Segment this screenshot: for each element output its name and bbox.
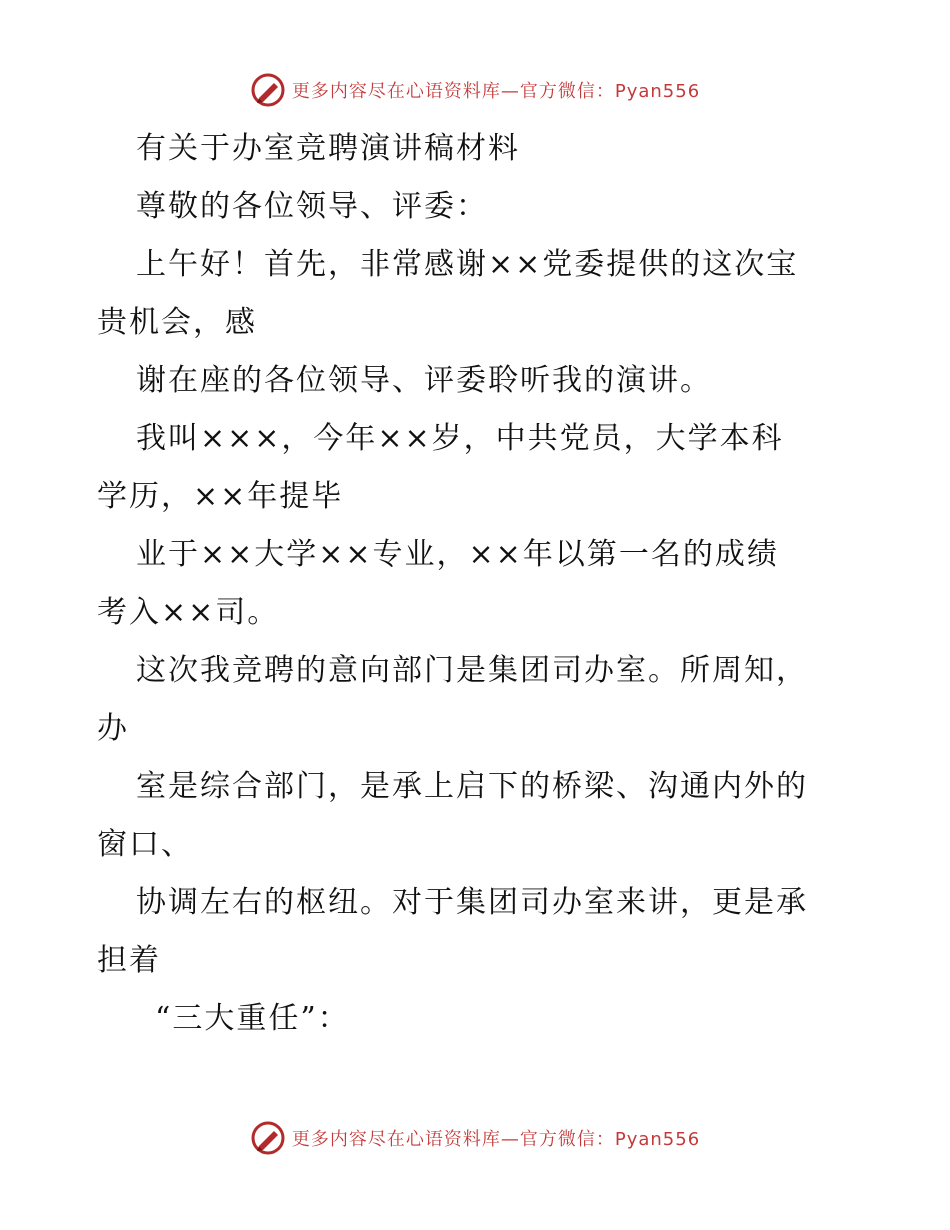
- paragraph-line: 上午好！首先，非常感谢××党委提供的这次宝: [136, 247, 799, 282]
- paragraph-line: 业于××大学××专业，××年以第一名的成绩: [136, 537, 779, 572]
- paragraph-line: 我叫×××，今年××岁，中共党员，大学本科: [136, 421, 784, 456]
- banner-text: 更多内容尽在心语资料库—官方微信：Pyan556: [291, 1129, 701, 1150]
- paragraph-line: 窗口、: [97, 827, 193, 862]
- header-banner: [0, 70, 950, 110]
- document-title: 有关于办室竞聘演讲稿材料: [136, 131, 520, 166]
- paragraph-line: 考入××司。: [97, 595, 280, 630]
- paragraph-line: 担着: [97, 943, 161, 978]
- document-body: [97, 120, 857, 1048]
- paragraph-line: 这次我竞聘的意向部门是集团司办室。所周知，: [136, 653, 808, 688]
- banner-text: 更多内容尽在心语资料库—官方微信：Pyan556: [291, 81, 701, 102]
- pen-logo-icon: [250, 1120, 286, 1156]
- paragraph-line: 尊敬的各位领导、评委：: [136, 189, 488, 224]
- paragraph-line: 学历，××年提毕: [97, 479, 344, 514]
- pen-logo-icon: [250, 72, 286, 108]
- paragraph-line: 室是综合部门，是承上启下的桥梁、沟通内外的: [136, 769, 808, 804]
- paragraph-line: 协调左右的枢纽。对于集团司办室来讲，更是承: [136, 885, 808, 920]
- paragraph-line: 贵机会，感: [97, 305, 257, 340]
- paragraph-line: 谢在座的各位领导、评委聆听我的演讲。: [136, 363, 712, 398]
- footer-banner: [0, 1118, 950, 1158]
- paragraph-line: 办: [97, 711, 129, 746]
- paragraph-line: “三大重任”：: [155, 1001, 350, 1036]
